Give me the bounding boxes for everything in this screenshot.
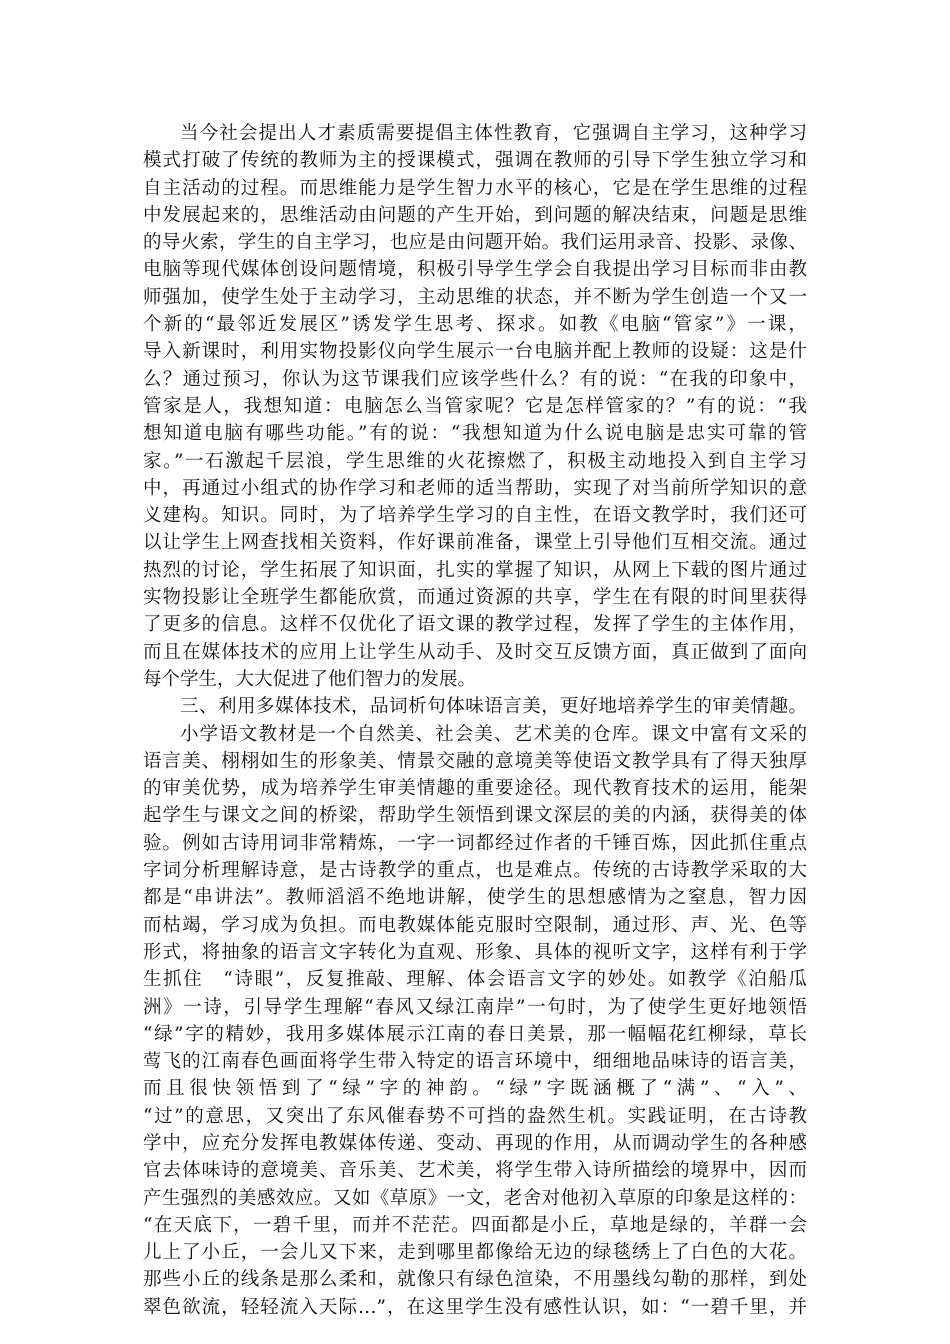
text-line: 当今社会提出人才素质需要提倡主体性教育，它强调自主学习，这种学习 — [180, 123, 807, 144]
text-line: 那些小丘的线条是那么柔和，就像只有绿色渲染，不用墨线勾勒的那样，到处 — [143, 1269, 807, 1291]
text-line: 自主活动的过程。而思维能力是学生智力水平的核心，它是在学生思维的过程 — [143, 177, 807, 199]
text-line: 的审美优势，成为培养学生审美情趣的重要途径。现代教育技术的运用，能架 — [143, 778, 807, 800]
text-line: “绿”字的精妙，我用多媒体展示江南的春日美景，那一幅幅花红柳绿，草长 — [143, 1023, 807, 1045]
text-line: 家。”一石激起千层浪，学生思维的火花擦燃了，积极主动地投入到自主学习 — [143, 450, 807, 472]
text-line: 模式打破了传统的教师为主的授课模式，强调在教师的引导下学生独立学习和 — [143, 150, 807, 172]
text-line: 实物投影让全班学生都能欣赏，而通过资源的共享，学生在有限的时间里获得 — [143, 587, 807, 609]
text-line: 而且很快领悟到了“绿”字的神韵。“绿”字既涵概了“满”、“入”、 — [143, 1078, 807, 1100]
text-line: 了更多的信息。这样不仅优化了语文课的教学过程，发挥了学生的主体作用， — [143, 614, 807, 636]
text-line: 师强加，使学生处于主动学习，主动思维的状态，并不断为学生创造一个又一 — [143, 286, 807, 308]
text-line: 电脑等现代媒体创设问题情境，积极引导学生学会自我提出学习目标而非由教 — [143, 259, 807, 281]
text-line: 都是“串讲法”。教师滔滔不绝地讲解，使学生的思想感情为之窒息，智力因 — [143, 887, 807, 909]
text-line: 儿上了小丘，一会儿又下来，走到哪里都像给无边的绿毯绣上了白色的大花。 — [143, 1242, 807, 1264]
text-line: 学中，应充分发挥电教媒体传递、变动、再现的作用，从而调动学生的各种感 — [143, 1132, 807, 1154]
text-line: 么？通过预习，你认为这节课我们应该学些什么？有的说：“在我的印象中， — [143, 368, 807, 390]
text-line: 而枯竭，学习成为负担。而电教媒体能克服时空限制，通过形、声、光、色等 — [143, 914, 807, 936]
text-line: 中，再通过小组式的协作学习和老师的适当帮助，实现了对当前所学知识的意 — [143, 477, 807, 499]
text-line: 以让学生上网查找相关资料，作好课前准备，课堂上引导他们互相交流。通过 — [143, 532, 807, 554]
text-line: 官去体味诗的意境美、音乐美、艺术美，将学生带入诗所描绘的境界中，因而 — [143, 1160, 807, 1182]
text-line: 起学生与课文之间的桥梁，帮助学生领悟到课文深层的美的内涵，获得美的体 — [143, 805, 807, 827]
text-line: 产生强烈的美感效应。又如《草原》一文，老舍对他初入草原的印象是这样的： — [143, 1187, 807, 1209]
text-line: 翠色欲流，轻轻流入天际…”，在这里学生没有感性认识，如：“一碧千里，并 — [143, 1296, 807, 1318]
text-line: 三、利用多媒体技术，品词析句体味语言美，更好地培养学生的审美情趣。 — [180, 696, 807, 718]
text-line: 语言美、栩栩如生的形象美、情景交融的意境美等使语文教学具有了得天独厚 — [143, 750, 807, 772]
text-line: 热烈的讨论，学生拓展了知识面，扎实的掌握了知识，从网上下载的图片通过 — [143, 559, 807, 581]
text-line: 莺飞的江南春色画面将学生带入特定的语言环境中，细细地品味诗的语言美， — [143, 1051, 807, 1073]
text-line: 想知道电脑有哪些功能。”有的说：“我想知道为什么说电脑是忠实可靠的管 — [143, 423, 807, 445]
text-line: “过”的意思，又突出了东风催春势不可挡的盎然生机。实践证明，在古诗教 — [143, 1105, 807, 1127]
text-line: 中发展起来的，思维活动由问题的产生开始，到问题的解决结束，问题是思维 — [143, 204, 807, 226]
text-line: 字词分析理解诗意，是古诗教学的重点，也是难点。传统的古诗教学采取的大 — [143, 860, 807, 882]
text-line: 义建构。知识。同时，为了培养学生学习的自主性，在语文教学时，我们还可 — [143, 505, 807, 527]
text-line: 每个学生，大大促进了他们智力的发展。 — [143, 668, 477, 690]
text-line: 管家是人，我想知道：电脑怎么当管家呢？它是怎样管家的？”有的说：“我 — [143, 395, 807, 417]
text-line: 生抓住 “诗眼”，反复推敲、理解、体会语言文字的妙处。如教学《泊船瓜 — [143, 969, 807, 991]
document-body — [143, 120, 807, 1321]
text-line: 导入新课时，利用实物投影仪向学生展示一台电脑并配上教师的设疑：这是什 — [143, 341, 807, 363]
text-line: 小学语文教材是一个自然美、社会美、艺术美的仓库。课文中富有文采的 — [180, 723, 807, 745]
text-line: 形式，将抽象的语言文字转化为直观、形象、具体的视听文字，这样有利于学 — [143, 941, 807, 963]
text-line: 的导火索，学生的自主学习，也应是由问题开始。我们运用录音、投影、录像、 — [143, 232, 807, 254]
text-line: “在天底下，一碧千里，而并不茫茫。四面都是小丘，草地是绿的，羊群一会 — [143, 1214, 807, 1236]
text-line: 验。例如古诗用词非常精炼，一字一词都经过作者的千锤百炼，因此抓住重点 — [143, 832, 807, 854]
text-line: 洲》一诗，引导学生理解“春风又绿江南岸”一句时，为了使学生更好地领悟 — [143, 996, 807, 1018]
text-line: 个新的“最邻近发展区”诱发学生思考、探求。如教《电脑“管家”》一课， — [143, 314, 807, 336]
text-line: 而且在媒体技术的应用上让学生从动手、及时交互反馈方面，真正做到了面向 — [143, 641, 807, 663]
